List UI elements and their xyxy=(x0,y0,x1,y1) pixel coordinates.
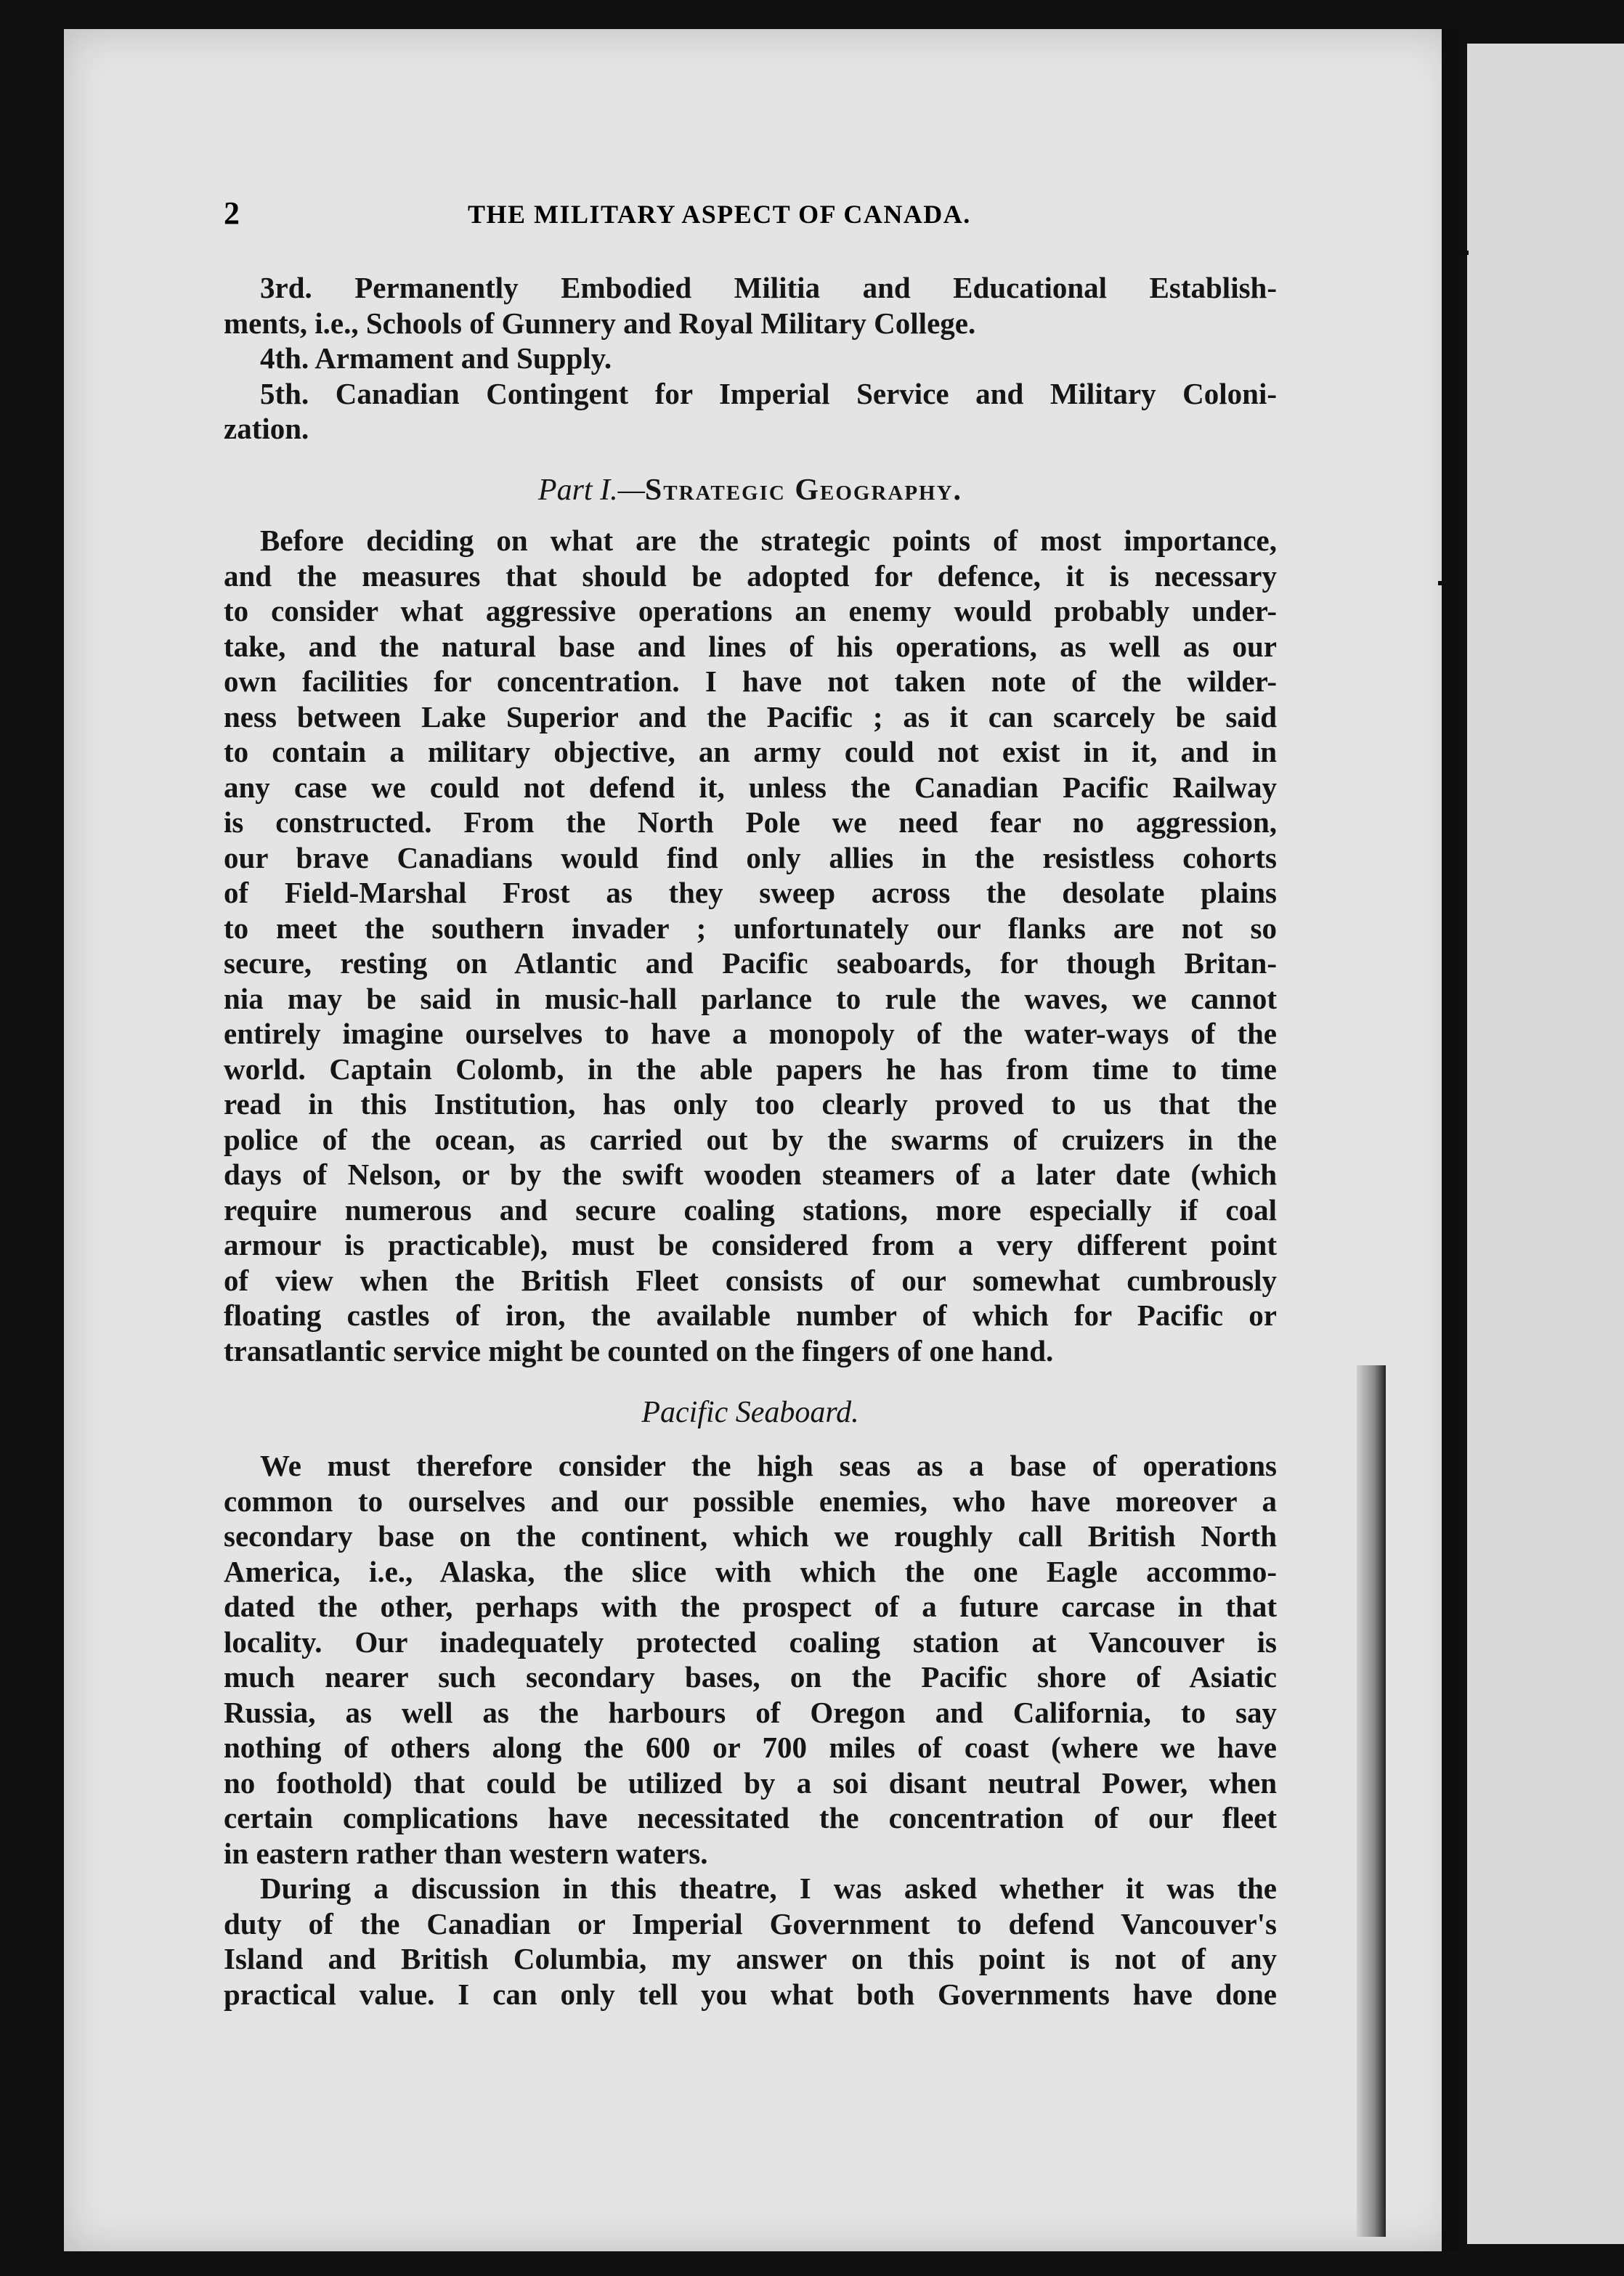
binding-tick xyxy=(1442,1169,1463,1174)
text-line: secondary base on the continent, which we roughly call British North xyxy=(224,1519,1277,1553)
part-heading xyxy=(224,465,1277,516)
text-line: read in this Institution, has only too clearly proved to us that the xyxy=(224,1087,1277,1121)
text-line: own facilities for concentration. I have not taken note of the wilder- xyxy=(224,664,1277,698)
text-line: world. Captain Colomb, in the able papers he has from time to time xyxy=(224,1052,1277,1086)
text-line: America, i.e., Alaska, the slice with which the one Eagle accommo- xyxy=(224,1554,1277,1588)
part-heading-prefix: Part I.— xyxy=(537,474,645,507)
running-title: THE MILITARY ASPECT OF CANADA. xyxy=(468,200,971,229)
binding-tick xyxy=(1442,1576,1463,1580)
text-line: is constructed. From the North Pole we need fear no aggression, xyxy=(224,805,1277,839)
part-heading-title: Strategic Geography. xyxy=(644,474,963,507)
section-heading xyxy=(224,1387,1277,1438)
text-line: We must therefore consider the high seas as a base of operations xyxy=(260,1449,1277,1482)
text-line: much nearer such secondary bases, on the Pacific shore of Asiatic xyxy=(224,1660,1277,1694)
binding-edge xyxy=(1442,29,1459,2251)
page-header xyxy=(224,195,1277,235)
binding-tick xyxy=(1447,251,1469,255)
binding-tick xyxy=(1442,1779,1463,1784)
text-line: take, and the natural base and lines of his operations, as well as our xyxy=(224,629,1277,663)
text-line: locality. Our inadequately protected coaling station at Vancouver is xyxy=(224,1625,1277,1659)
text-line: any case we could not defend it, unless the Canadian Pacific Railway xyxy=(224,770,1277,804)
list-line: 4th. Armament and Supply. xyxy=(260,341,612,375)
adjacent-page-strip xyxy=(1467,44,1624,2244)
text-line: of Field-Marshal Frost as they sweep across the desolate plains xyxy=(224,876,1277,909)
paragraph-3 xyxy=(224,1871,1277,2012)
text-line: practical value. I can only tell you what both Governments have done xyxy=(224,1977,1277,2011)
list-line: ments, i.e., Schools of Gunnery and Royal Military College. xyxy=(224,306,976,340)
text-line: certain complications have necessitated the concentration of our fleet xyxy=(224,1801,1277,1834)
list-line: 5th. Canadian Contingent for Imperial Service and Military Coloni- xyxy=(260,376,1277,410)
text-line: police of the ocean, as carried out by the swarms of cruizers in the xyxy=(224,1122,1277,1156)
text-line: floating castles of iron, the available number of which for Pacific or xyxy=(224,1298,1277,1332)
text-line: duty of the Canadian or Imperial Government to defend Vancouver's xyxy=(224,1906,1277,1940)
text-line: to consider what aggressive operations an enemy would probably under- xyxy=(224,594,1277,627)
text-line: ness between Lake Superior and the Pacific ; as it can scarcely be said xyxy=(224,699,1277,733)
section-heading-title: Pacific Seaboard. xyxy=(641,1396,859,1429)
text-line: entirely imagine ourselves to have a monopoly of the water-ways of the xyxy=(224,1017,1277,1050)
text-line: nia may be said in music-hall parlance to rule the waves, we cannot xyxy=(224,981,1277,1015)
text-line: dated the other, perhaps with the prospect of a future carcase in that xyxy=(224,1590,1277,1623)
binding-tick xyxy=(1438,581,1460,585)
text-line: Island and British Columbia, my answer on this point is not of any xyxy=(224,1942,1277,1975)
list-block xyxy=(224,270,1277,447)
text-line: nothing of others along the 600 or 700 miles of coast (where we have xyxy=(224,1731,1277,1764)
text-line: secure, resting on Atlantic and Pacific seaboards, for though Britan- xyxy=(224,946,1277,980)
text-line: common to ourselves and our possible enemies, who have moreover a xyxy=(224,1484,1277,1518)
text-line: require numerous and secure coaling stations, more especially if coal xyxy=(224,1192,1277,1227)
text-line: in eastern rather than western waters. xyxy=(224,1836,708,1870)
text-line: transatlantic service might be counted on the fingers of one hand. xyxy=(224,1333,1054,1367)
text-line: to contain a military objective, an army could not exist in it, and in xyxy=(224,735,1277,768)
paragraph-1 xyxy=(224,523,1277,1368)
text-line: days of Nelson, or by the swift wooden steamers of a later date (which xyxy=(224,1158,1277,1191)
text-line: to meet the southern invader ; unfortunately our flanks are not so xyxy=(224,911,1277,945)
text-line: of view when the British Fleet consists of our somewhat cumbrously xyxy=(224,1263,1277,1297)
text-line: no foothold) that could be utilized by a soi disant neutral Power, when xyxy=(224,1765,1277,1800)
text-line: armour is practicable), must be considered from a very different point xyxy=(224,1228,1277,1261)
text-line: During a discussion in this theatre, I was asked whether it was the xyxy=(260,1871,1277,1905)
page-edge-shadow xyxy=(1357,1365,1386,2237)
text-line: our brave Canadians would find only allies in the resistless cohorts xyxy=(224,840,1277,874)
list-line: zation. xyxy=(224,412,309,445)
text-line: Russia, as well as the harbours of Oregon and California, to say xyxy=(224,1695,1277,1729)
list-line: 3rd. Permanently Embodied Militia and Educational Establish- xyxy=(260,271,1277,304)
paragraph-2 xyxy=(224,1448,1277,1871)
text-line: and the measures that should be adopted for defence, it is necessary xyxy=(224,558,1277,593)
text-line: Before deciding on what are the strategic points of most importance, xyxy=(260,524,1277,557)
page-number: 2 xyxy=(224,195,241,231)
